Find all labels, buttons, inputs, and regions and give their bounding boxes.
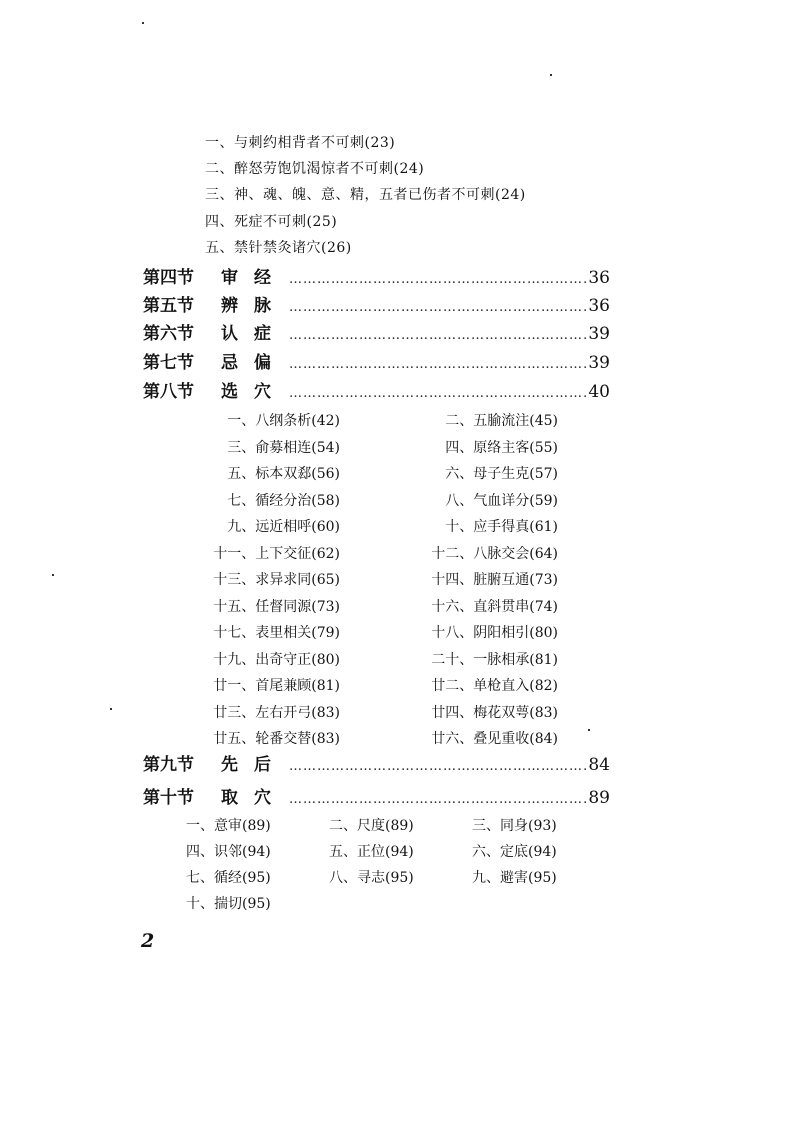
list-row bbox=[180, 463, 580, 490]
page-number: 2 bbox=[141, 930, 155, 952]
list-row bbox=[180, 702, 580, 729]
section-page: 40 bbox=[588, 382, 610, 402]
list-item: 六、定底(94) bbox=[472, 844, 557, 860]
list-row bbox=[180, 675, 580, 702]
section-page: 36 bbox=[588, 296, 610, 316]
leader-dots bbox=[289, 386, 586, 401]
section-title: 先后 bbox=[221, 755, 287, 775]
section-page: 84 bbox=[588, 755, 610, 775]
list-item: 十三、求异求同(65) bbox=[213, 572, 340, 588]
list-item: 廿三、左右开弓(83) bbox=[213, 704, 340, 721]
toc-subitem: 三、神、魂、魄、意、精，五者已伤者不可刺(24) bbox=[205, 187, 526, 203]
list-item: 七、循经(95) bbox=[186, 870, 271, 886]
list-item: 五、正位(94) bbox=[329, 844, 414, 860]
list-item: 十七、表里相关(79) bbox=[213, 625, 340, 641]
list-item: 七、循经分治(58) bbox=[227, 492, 340, 509]
section-number: 第九节 bbox=[143, 755, 194, 775]
list-item: 十一、上下交征(62) bbox=[213, 545, 340, 562]
list-item: 廿六、叠见重收(84) bbox=[431, 731, 558, 747]
list-item: 三、同身(93) bbox=[472, 818, 557, 834]
list-item: 八、寻志(95) bbox=[329, 870, 414, 886]
leader-dots bbox=[289, 759, 586, 774]
section-title: 审经 bbox=[221, 268, 287, 288]
list-item: 四、原络主客(55) bbox=[445, 439, 558, 456]
list-item: 一、八纲条析(42) bbox=[227, 413, 340, 429]
section-8-items bbox=[180, 410, 580, 755]
section-10-items bbox=[186, 815, 615, 919]
list-item: 九、避害(95) bbox=[472, 870, 557, 886]
list-item: 十六、直斜贯串(74) bbox=[431, 598, 558, 615]
list-row bbox=[186, 841, 615, 867]
list-item: 二十、一脉相承(81) bbox=[431, 651, 558, 668]
leader-dots bbox=[289, 357, 586, 372]
section-page: 39 bbox=[588, 353, 610, 373]
list-row bbox=[180, 569, 580, 596]
list-item: 八、气血详分(59) bbox=[445, 492, 558, 509]
section-title: 选穴 bbox=[221, 382, 287, 402]
scan-speck bbox=[110, 708, 112, 710]
list-item: 四、识邻(94) bbox=[186, 844, 271, 860]
list-item: 九、远近相呼(60) bbox=[227, 519, 340, 535]
list-item: 十五、任督同源(73) bbox=[213, 598, 340, 615]
list-row bbox=[180, 490, 580, 517]
section-page: 89 bbox=[588, 788, 610, 808]
list-row bbox=[180, 622, 580, 649]
list-row bbox=[180, 516, 580, 543]
section-title: 辨脉 bbox=[221, 296, 287, 316]
toc-subitem: 五、禁针禁灸诸穴(26) bbox=[205, 240, 352, 256]
toc-section-8 bbox=[143, 377, 610, 401]
toc-section-4 bbox=[143, 263, 610, 287]
list-item: 十、应手得真(61) bbox=[445, 519, 558, 535]
list-row bbox=[186, 893, 615, 919]
list-item: 六、母子生克(57) bbox=[445, 466, 558, 482]
list-item: 廿五、轮番交替(83) bbox=[213, 731, 340, 747]
section-number: 第八节 bbox=[143, 382, 194, 402]
list-row bbox=[186, 867, 615, 893]
toc-section-6 bbox=[143, 319, 610, 343]
list-item: 二、五腧流注(45) bbox=[445, 413, 558, 429]
list-row bbox=[186, 815, 615, 841]
scan-speck bbox=[588, 729, 590, 731]
list-item: 五、标本双郄(56) bbox=[227, 466, 340, 482]
list-row bbox=[180, 649, 580, 676]
toc-section-10 bbox=[143, 783, 610, 807]
section-number: 第四节 bbox=[143, 268, 194, 288]
list-item: 廿四、梅花双萼(83) bbox=[431, 704, 558, 721]
scan-speck bbox=[142, 22, 144, 24]
scan-speck bbox=[52, 574, 54, 576]
leader-dots bbox=[289, 328, 586, 343]
list-item: 十、揣切(95) bbox=[186, 896, 271, 912]
list-item: 三、俞募相连(54) bbox=[227, 439, 340, 456]
list-row bbox=[180, 410, 580, 437]
list-item: 十四、脏腑互通(73) bbox=[431, 572, 558, 588]
section-number: 第十节 bbox=[143, 788, 194, 808]
section-number: 第七节 bbox=[143, 353, 194, 373]
list-item: 二、尺度(89) bbox=[329, 818, 414, 834]
section-page: 39 bbox=[588, 324, 610, 344]
toc-section-7 bbox=[143, 348, 610, 372]
toc-section-5 bbox=[143, 291, 610, 315]
leader-dots bbox=[289, 792, 586, 807]
list-item: 廿一、首尾兼顾(81) bbox=[213, 678, 340, 694]
section-number: 第五节 bbox=[143, 296, 194, 316]
section-title: 认症 bbox=[221, 324, 287, 344]
scan-speck bbox=[550, 74, 552, 76]
toc-subitem: 二、醉怒劳饱饥渴惊者不可刺(24) bbox=[205, 161, 425, 177]
list-item: 十九、出奇守正(80) bbox=[213, 651, 340, 668]
section-number: 第六节 bbox=[143, 324, 194, 344]
section-title: 取穴 bbox=[221, 788, 287, 808]
list-item: 一、意审(89) bbox=[186, 818, 271, 834]
toc-section-9 bbox=[143, 750, 610, 774]
section-page: 36 bbox=[588, 268, 610, 288]
list-item: 廿二、单枪直入(82) bbox=[431, 678, 558, 694]
leader-dots bbox=[289, 272, 586, 287]
list-row bbox=[180, 543, 580, 570]
list-row bbox=[180, 596, 580, 623]
list-item: 十二、八脉交会(64) bbox=[431, 545, 558, 562]
toc-subitem: 四、死症不可刺(25) bbox=[205, 214, 338, 230]
list-row bbox=[180, 437, 580, 464]
list-item: 十八、阴阳相引(80) bbox=[431, 625, 558, 641]
toc-subitem: 一、与刺约相背者不可刺(23) bbox=[205, 135, 396, 151]
section-title: 忌偏 bbox=[221, 353, 287, 373]
leader-dots bbox=[289, 300, 586, 315]
